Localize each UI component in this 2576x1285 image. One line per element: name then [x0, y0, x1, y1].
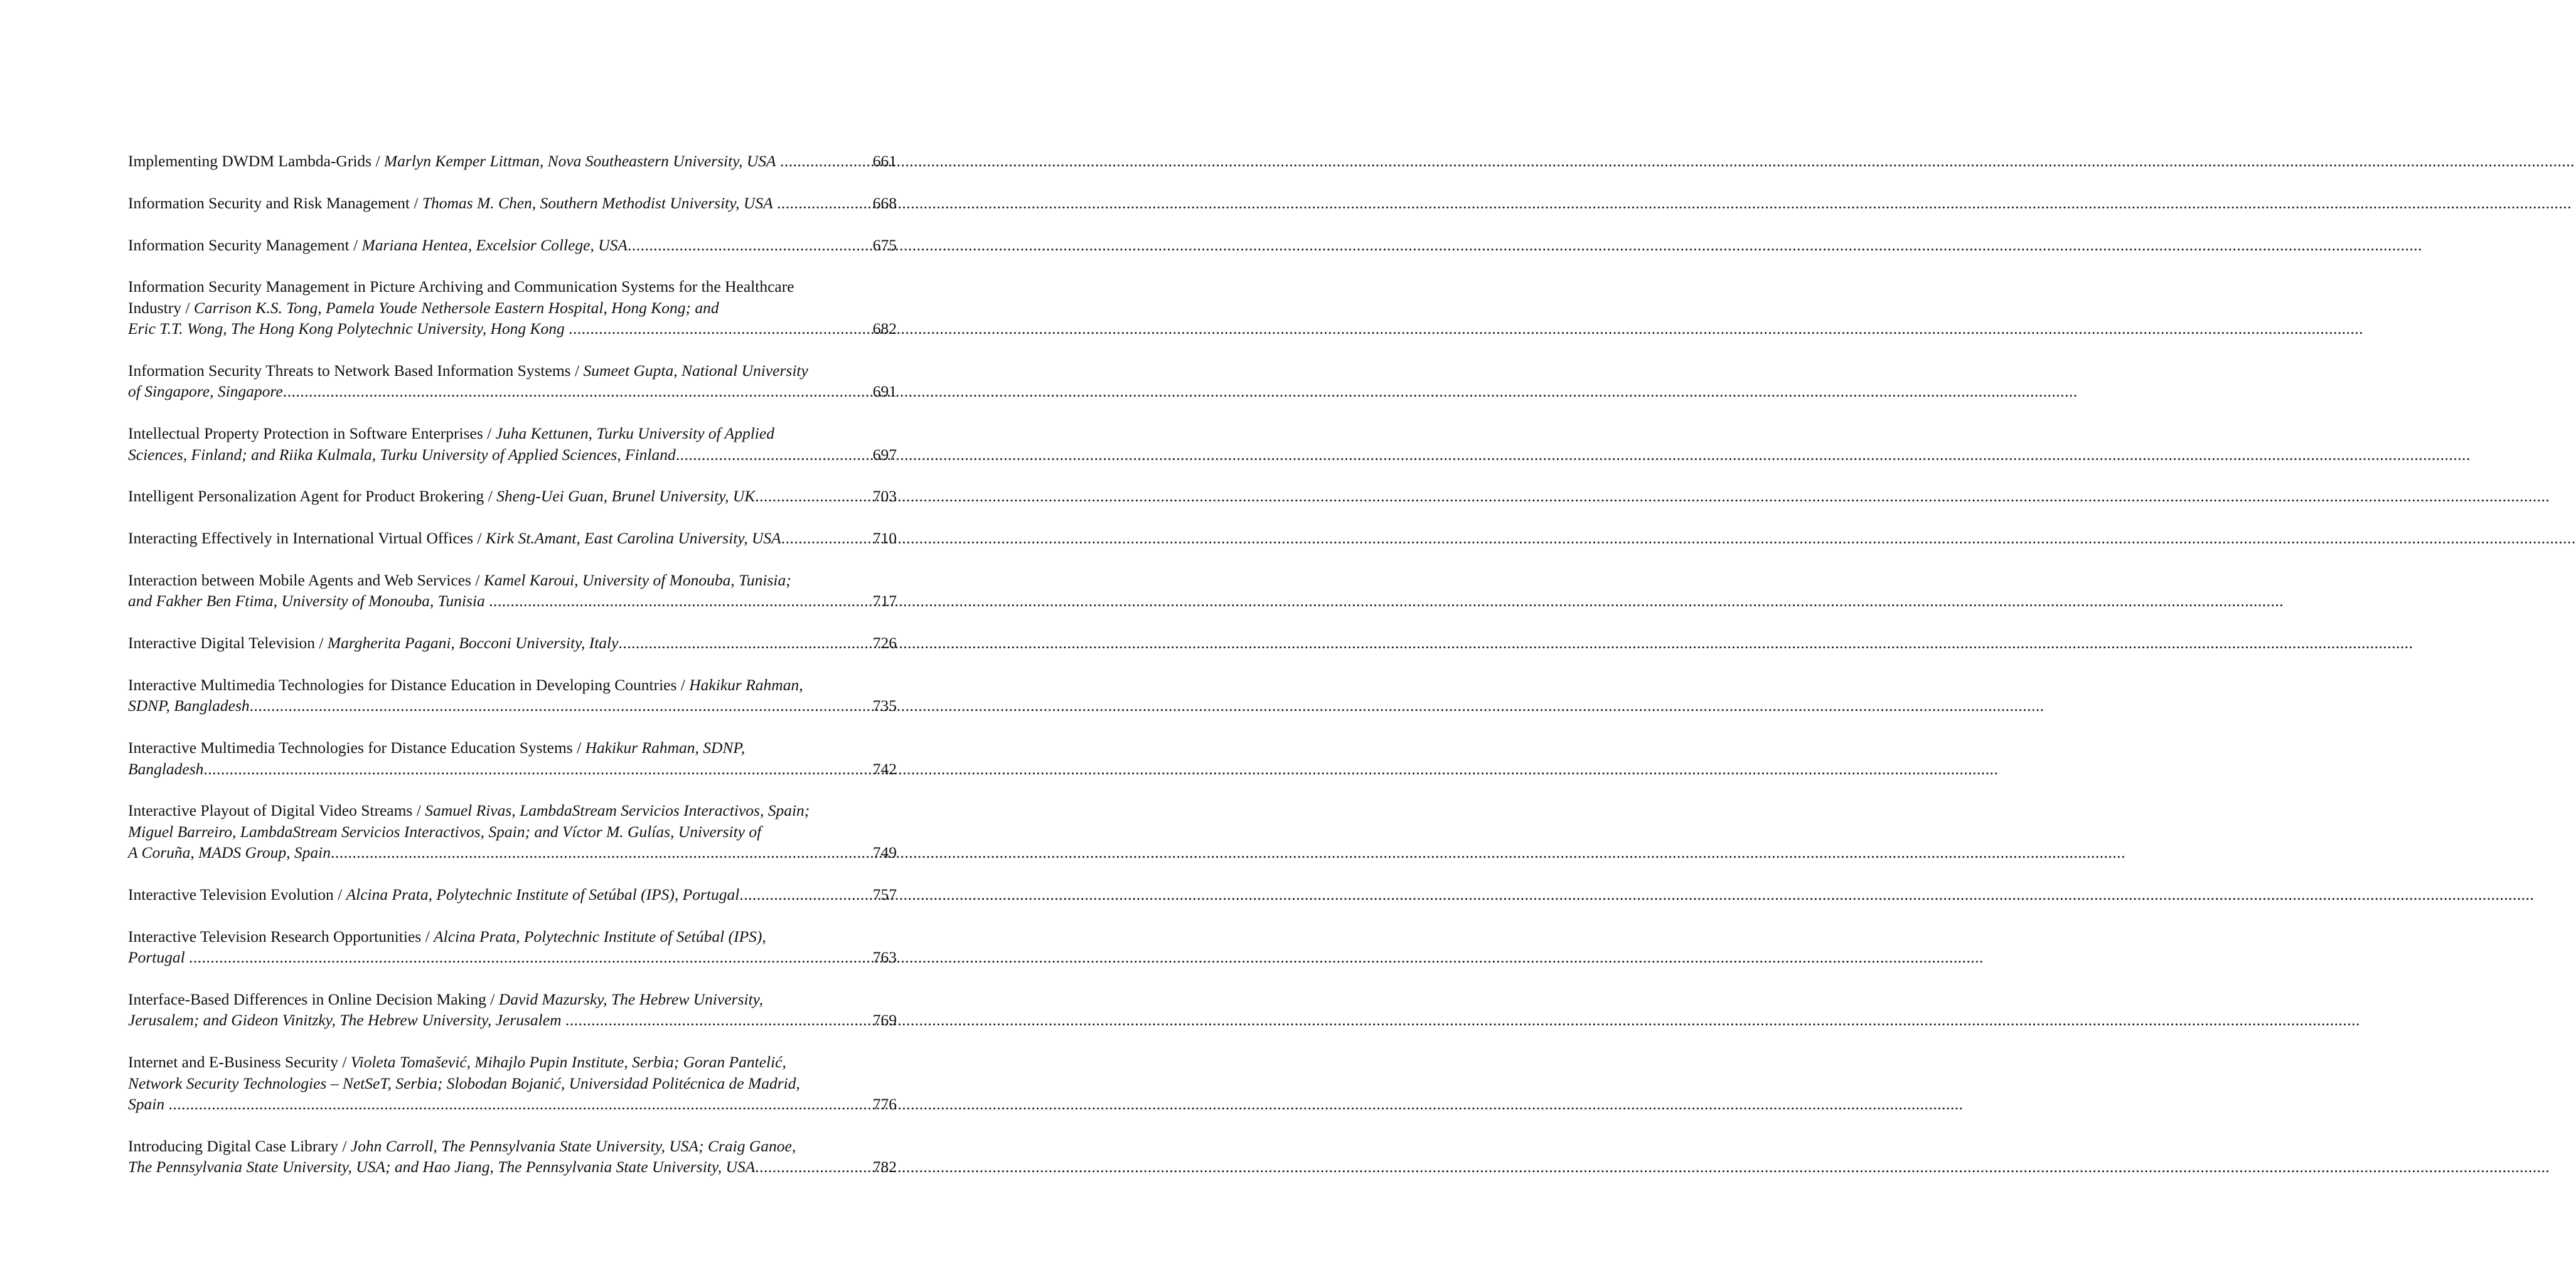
toc-entry	[128, 884, 897, 905]
toc-entry-title: Interactive Television Evolution /	[128, 885, 346, 904]
toc-entry-page-number: 675	[872, 235, 897, 254]
toc-entry-text	[128, 590, 489, 611]
toc-entry-authors: Spain	[128, 1095, 165, 1114]
toc-entry-authors: SDNP, Bangladesh	[128, 696, 250, 715]
toc-entry-text	[128, 884, 739, 905]
toc-entry-authors: Thomas M. Chen, Southern Methodist University, USA	[422, 193, 773, 212]
toc-entry-title: Introducing Digital Case Library /	[128, 1136, 351, 1155]
toc-entry-page-number: 710	[872, 529, 897, 548]
toc-entry-page-number: 668	[872, 193, 897, 212]
toc-entry-authors: Kirk St.Amant, East Carolina University, USA	[485, 529, 781, 548]
toc-entry-authors: The Pennsylvania State University, USA; and Hao Jiang, The Pennsylvania State University, USA	[128, 1158, 756, 1176]
toc-entry-text	[128, 1010, 565, 1030]
toc-entry-authors: Margherita Pagani, Bocconi University, Italy	[327, 634, 619, 653]
toc-entry-line	[128, 821, 897, 842]
dot-leader	[618, 632, 868, 653]
toc-entry-page-number: 742	[872, 759, 897, 778]
toc-entry-authors: Violeta Tomašević, Mihajlo Pupin Institute, Serbia; Goran Pantelić,	[350, 1053, 786, 1072]
toc-entry-last-line	[128, 444, 897, 465]
toc-entry-title: Interaction between Mobile Agents and Web Services /	[128, 571, 484, 589]
toc-entry-text	[128, 151, 780, 171]
toc-entry-title: Interacting Effectively in International Virtual Offices /	[128, 529, 486, 548]
dot-leader	[189, 947, 869, 968]
toc-entry-line	[128, 1052, 897, 1072]
toc-entry-authors: Jerusalem; and Gideon Vinitzky, The Hebrew University, Jerusalem	[128, 1011, 562, 1030]
toc-entry	[128, 423, 897, 465]
toc-entry-last-line	[128, 632, 897, 653]
toc-entry-title: Implementing DWDM Lambda-Grids /	[128, 152, 384, 170]
toc-entry-page-number: 661	[872, 152, 897, 170]
toc-entry-authors: Bangladesh	[128, 759, 204, 778]
toc-entry-text	[128, 235, 628, 255]
toc-entry	[128, 1052, 897, 1114]
toc-entry-title: Internet and E-Business Security /	[128, 1053, 351, 1072]
toc-entry-title: Information Security Management /	[128, 235, 362, 254]
toc-entry-page-number: 682	[872, 319, 897, 338]
toc-entry-line	[128, 989, 897, 1010]
toc-entry-authors: Kamel Karoui, University of Monouba, Tunisia;	[483, 571, 791, 589]
toc-entry-authors: Carrison K.S. Tong, Pamela Youde Nethersole Eastern Hospital, Hong Kong; and	[193, 298, 719, 317]
toc-entry-authors: Alcina Prata, Polytechnic Institute of Setúbal (IPS),	[434, 927, 766, 946]
toc-entry-title: Information Security Threats to Network Based Information Systems /	[128, 361, 584, 380]
toc-entry-authors: Samuel Rivas, LambdaStream Servicios Interactivos, Spain;	[425, 801, 810, 820]
toc-entry-line	[128, 570, 897, 590]
toc-entry-text	[128, 695, 250, 716]
toc-entry-line	[128, 1136, 897, 1156]
toc-entry	[128, 360, 897, 402]
toc-entry-authors: Marlyn Kemper Littman, Nova Southeastern University, USA	[383, 152, 776, 170]
toc-entry-authors: and Fakher Ben Ftima, University of Monouba, Tunisia	[128, 592, 485, 611]
toc-entry-page-number: 726	[872, 634, 897, 653]
toc-entry-line	[128, 737, 897, 758]
toc-entry	[128, 926, 897, 968]
toc-entry-line	[128, 674, 897, 695]
toc-entry-text	[128, 947, 189, 968]
dot-leader	[283, 381, 869, 402]
toc-entry-page-number: 717	[872, 592, 897, 611]
toc-entry	[128, 570, 897, 612]
toc-entry-last-line	[128, 235, 897, 255]
toc-entry-last-line	[128, 947, 897, 968]
toc-entry-last-line	[128, 884, 897, 905]
toc-entry-line	[128, 800, 897, 821]
toc-entry	[128, 674, 897, 717]
toc-entry-page-number: 735	[872, 696, 897, 715]
toc-entry-text	[128, 193, 777, 213]
toc-entry-last-line	[128, 486, 897, 506]
dot-leader	[755, 1156, 868, 1177]
toc-entry-authors: Hakikur Rahman, SDNP,	[585, 738, 746, 757]
toc-entry-text	[128, 486, 755, 506]
toc-entry-last-line	[128, 842, 897, 863]
toc-entry-title: Interactive Multimedia Technologies for Distance Education in Developing Countries /	[128, 676, 690, 694]
toc-entry-authors: Hakikur Rahman,	[689, 676, 803, 694]
toc-entry-text	[128, 632, 618, 653]
dot-leader	[565, 1010, 869, 1030]
toc-entry-title: Information Security Management in Picture Archiving and Communication Systems for the Healthcare	[128, 277, 794, 296]
dot-leader	[203, 759, 868, 779]
toc-entry-page-number: 763	[872, 948, 897, 967]
dot-leader	[168, 1094, 868, 1114]
toc-entry-last-line	[128, 590, 897, 611]
toc-entry-last-line	[128, 151, 897, 171]
toc-entry	[128, 486, 897, 506]
toc-entry-last-line	[128, 318, 897, 339]
toc-entry	[128, 276, 897, 339]
toc-entry-line	[128, 423, 897, 444]
toc-entry	[128, 528, 897, 548]
dot-leader	[250, 695, 869, 716]
toc-entry-authors: Sumeet Gupta, National University	[583, 361, 808, 380]
toc-entry-last-line	[128, 528, 897, 548]
toc-entry-page-number: 749	[872, 843, 897, 862]
toc-entry-page-number: 691	[872, 382, 897, 401]
toc-entry-last-line	[128, 381, 897, 402]
toc-entry	[128, 193, 897, 213]
toc-entry-authors: Miguel Barreiro, LambdaStream Servicios Interactivos, Spain; and Víctor M. Gulías, University of	[128, 822, 762, 841]
toc-entry-title: Intelligent Personalization Agent for Product Brokering /	[128, 487, 497, 506]
toc-entry-text	[128, 381, 283, 402]
toc-entry-page-number: 776	[872, 1095, 897, 1114]
toc-entry-page-number: 769	[872, 1011, 897, 1030]
toc-entry-title: Interactive Playout of Digital Video Streams /	[128, 801, 425, 820]
toc-entry-authors: A Coruña, MADS Group, Spain	[128, 843, 331, 862]
toc-entry-text	[128, 318, 569, 339]
dot-leader	[739, 884, 868, 905]
toc-entry-last-line	[128, 1156, 897, 1177]
toc-entry	[128, 632, 897, 653]
toc-entry-authors: of Singapore, Singapore	[128, 382, 283, 401]
table-of-contents	[128, 151, 897, 1198]
dot-leader	[331, 842, 869, 863]
toc-entry-title: Industry /	[128, 298, 194, 317]
toc-entry-last-line	[128, 1094, 897, 1114]
toc-entry-page-number: 703	[872, 487, 897, 506]
dot-leader	[676, 444, 869, 465]
toc-entry-text	[128, 842, 331, 863]
toc-entry-title: Interactive Digital Television /	[128, 634, 328, 653]
dot-leader	[569, 318, 869, 339]
toc-entry-page-number: 697	[872, 445, 897, 464]
toc-entry-text	[128, 1094, 168, 1114]
toc-entry-line	[128, 1073, 897, 1094]
toc-entry-line	[128, 926, 897, 947]
dot-leader	[628, 235, 869, 255]
toc-entry-authors: David Mazursky, The Hebrew University,	[498, 990, 763, 1009]
toc-entry-title: Information Security and Risk Management /	[128, 193, 422, 212]
toc-entry	[128, 800, 897, 863]
toc-entry	[128, 989, 897, 1031]
toc-entry-authors: Network Security Technologies – NetSeT, Serbia; Slobodan Bojanić, Universidad Politécnica de Madrid,	[128, 1074, 800, 1092]
toc-entry-last-line	[128, 1010, 897, 1030]
toc-entry-authors: John Carroll, The Pennsylvania State University, USA; Craig Ganoe,	[350, 1136, 796, 1155]
dot-leader	[755, 486, 868, 506]
toc-entry-authors: Eric T.T. Wong, The Hong Kong Polytechnic University, Hong Kong	[128, 319, 565, 338]
toc-entry-authors: Mariana Hentea, Excelsior College, USA	[361, 235, 628, 254]
toc-entry-text	[128, 1156, 755, 1177]
toc-entry-authors: Sciences, Finland; and Riika Kulmala, Turku University of Applied Sciences, Finland	[128, 445, 676, 464]
toc-entry-line	[128, 360, 897, 381]
toc-entry-page-number: 782	[872, 1158, 897, 1176]
toc-entry-title: Intellectual Property Protection in Software Enterprises /	[128, 424, 496, 443]
toc-entry-title: Interface-Based Differences in Online Decision Making /	[128, 990, 499, 1009]
toc-entry	[128, 151, 897, 171]
toc-entry-last-line	[128, 759, 897, 779]
toc-entry-line	[128, 276, 897, 297]
toc-entry	[128, 1136, 897, 1178]
toc-entry-last-line	[128, 695, 897, 716]
dot-leader	[489, 590, 869, 611]
toc-entry-title: Interactive Multimedia Technologies for Distance Education Systems /	[128, 738, 585, 757]
dot-leader	[777, 193, 869, 213]
toc-entry	[128, 235, 897, 255]
toc-entry-line	[128, 297, 897, 318]
toc-entry-text	[128, 444, 676, 465]
toc-entry-text	[128, 759, 203, 779]
toc-entry-authors: Sheng-Uei Guan, Brunel University, UK	[496, 487, 756, 506]
dot-leader	[780, 151, 869, 171]
toc-entry-text	[128, 528, 781, 548]
toc-entry-title: Interactive Television Research Opportunities /	[128, 927, 434, 946]
toc-entry	[128, 737, 897, 779]
dot-leader	[781, 528, 869, 548]
toc-entry-authors: Portugal	[128, 948, 185, 967]
toc-entry-last-line	[128, 193, 897, 213]
toc-entry-page-number: 757	[872, 885, 897, 904]
toc-entry-authors: Alcina Prata, Polytechnic Institute of Setúbal (IPS), Portugal	[346, 885, 740, 904]
toc-entry-authors: Juha Kettunen, Turku University of Applied	[495, 424, 774, 443]
